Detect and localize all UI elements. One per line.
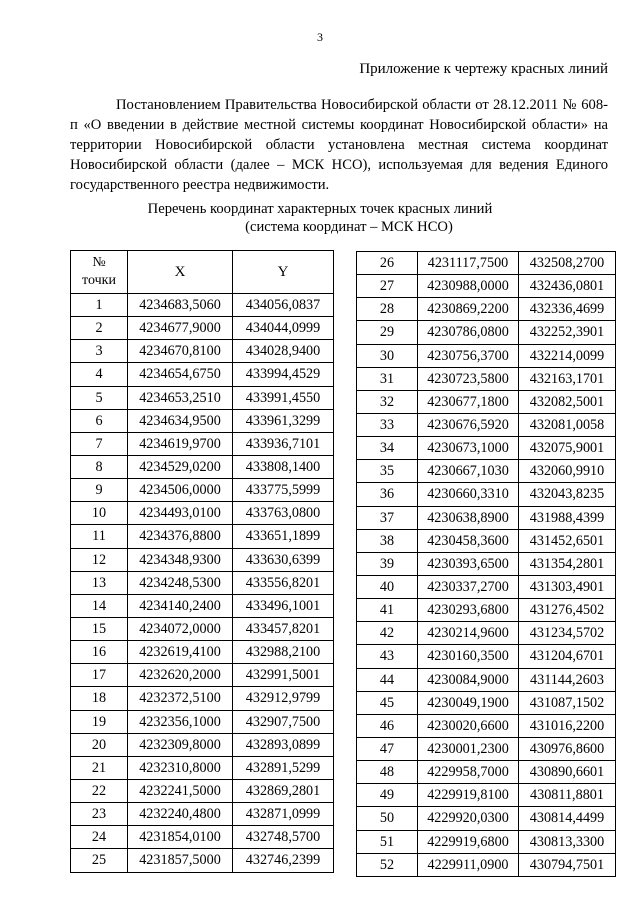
cell-point-number: 11 [71, 525, 128, 548]
cell-x: 4230337,2700 [418, 575, 519, 598]
cell-y: 430811,8801 [519, 784, 616, 807]
cell-y: 434044,0999 [233, 317, 334, 340]
cell-point-number: 16 [71, 641, 128, 664]
cell-x: 4230049,1900 [418, 691, 519, 714]
cell-y: 434056,0837 [233, 294, 334, 317]
cell-y: 432043,8235 [519, 483, 616, 506]
cell-x: 4230001,2300 [418, 737, 519, 760]
cell-point-number: 5 [71, 386, 128, 409]
table-row [71, 826, 334, 849]
cell-y: 431452,6501 [519, 529, 616, 552]
table-row [357, 506, 616, 529]
table-row [357, 622, 616, 645]
cell-point-number: 38 [357, 529, 418, 552]
cell-x: 4229919,6800 [418, 830, 519, 853]
cell-x: 4232372,5100 [128, 687, 233, 710]
table-row [357, 691, 616, 714]
cell-y: 431204,6701 [519, 645, 616, 668]
cell-point-number: 20 [71, 733, 128, 756]
table-row [71, 479, 334, 502]
cell-y: 431988,4399 [519, 506, 616, 529]
table-row [71, 548, 334, 571]
cell-point-number: 22 [71, 779, 128, 802]
page-number: 3 [317, 30, 323, 44]
table-row [71, 687, 334, 710]
cell-point-number: 26 [357, 252, 418, 275]
cell-x: 4231857,5000 [128, 849, 233, 872]
header-x: X [128, 251, 233, 294]
table-row [357, 853, 616, 876]
cell-y: 430794,7501 [519, 853, 616, 876]
cell-y: 432060,9910 [519, 460, 616, 483]
table-row [357, 761, 616, 784]
cell-x: 4234683,5060 [128, 294, 233, 317]
cell-x: 4230677,1800 [418, 390, 519, 413]
cell-point-number: 9 [71, 479, 128, 502]
cell-y: 432075,9001 [519, 437, 616, 460]
cell-point-number: 2 [71, 317, 128, 340]
table-row [357, 714, 616, 737]
cell-y: 432163,1701 [519, 367, 616, 390]
cell-point-number: 18 [71, 687, 128, 710]
cell-point-number: 32 [357, 390, 418, 413]
cell-y: 431016,2200 [519, 714, 616, 737]
cell-y: 433808,1400 [233, 455, 334, 478]
cell-x: 4230786,0800 [418, 321, 519, 344]
cell-y: 431354,2801 [519, 552, 616, 575]
intro-paragraph: Постановлением Правительства Новосибирской области от 28.12.2011 № 608-п «О введении в действие местной системы координат Новосибирской области» на территории Новосибирской области установлена местная система координат Новосибирской области (далее – МСК НСО), используемая для ведения Единого государственного реестра недвижимости. [70, 97, 608, 193]
cell-y: 432508,2700 [519, 252, 616, 275]
cell-x: 4230293,6800 [418, 599, 519, 622]
cell-y: 433961,3299 [233, 409, 334, 432]
cell-y: 433775,5999 [233, 479, 334, 502]
cell-x: 4232620,2000 [128, 664, 233, 687]
cell-x: 4230988,0000 [418, 275, 519, 298]
cell-y: 432214,0099 [519, 344, 616, 367]
table-row [71, 525, 334, 548]
cell-point-number: 14 [71, 594, 128, 617]
table-row [71, 340, 334, 363]
table-row [357, 413, 616, 436]
cell-y: 430814,4499 [519, 807, 616, 830]
table-header-row [71, 251, 334, 294]
cell-point-number: 21 [71, 756, 128, 779]
cell-x: 4234493,0100 [128, 502, 233, 525]
cell-x: 4234348,9300 [128, 548, 233, 571]
cell-y: 432082,5001 [519, 390, 616, 413]
table-row [71, 641, 334, 664]
cell-point-number: 3 [71, 340, 128, 363]
cell-point-number: 10 [71, 502, 128, 525]
table-row [357, 298, 616, 321]
cell-point-number: 29 [357, 321, 418, 344]
table-row [357, 575, 616, 598]
cell-y: 432869,2801 [233, 779, 334, 802]
table-row [357, 807, 616, 830]
cell-y: 434028,9400 [233, 340, 334, 363]
table-row [357, 252, 616, 275]
header-point-word: точки [82, 273, 116, 288]
table-row [71, 317, 334, 340]
cell-x: 4230673,1000 [418, 437, 519, 460]
table-row [71, 386, 334, 409]
cell-point-number: 1 [71, 294, 128, 317]
cell-y: 432336,4699 [519, 298, 616, 321]
cell-x: 4234670,8100 [128, 340, 233, 363]
table-row [71, 502, 334, 525]
table-row [71, 710, 334, 733]
table-row [357, 668, 616, 691]
cell-point-number: 15 [71, 617, 128, 640]
cell-y: 433556,8201 [233, 571, 334, 594]
table-row [357, 645, 616, 668]
table-row [357, 437, 616, 460]
cell-point-number: 40 [357, 575, 418, 598]
cell-x: 4232619,4100 [128, 641, 233, 664]
cell-point-number: 45 [357, 691, 418, 714]
cell-point-number: 51 [357, 830, 418, 853]
table-row [71, 294, 334, 317]
cell-point-number: 19 [71, 710, 128, 733]
cell-point-number: 43 [357, 645, 418, 668]
cell-point-number: 27 [357, 275, 418, 298]
cell-x: 4234619,9700 [128, 432, 233, 455]
cell-point-number: 36 [357, 483, 418, 506]
cell-x: 4232310,8000 [128, 756, 233, 779]
cell-y: 433630,6399 [233, 548, 334, 571]
cell-x: 4230723,5800 [418, 367, 519, 390]
cell-y: 432252,3901 [519, 321, 616, 344]
table-row [357, 483, 616, 506]
cell-x: 4230676,5920 [418, 413, 519, 436]
cell-point-number: 39 [357, 552, 418, 575]
table-row [71, 664, 334, 687]
table-row [71, 733, 334, 756]
cell-x: 4232356,1000 [128, 710, 233, 733]
cell-y: 432991,5001 [233, 664, 334, 687]
cell-point-number: 12 [71, 548, 128, 571]
cell-x: 4230756,3700 [418, 344, 519, 367]
cell-y: 431303,4901 [519, 575, 616, 598]
cell-point-number: 13 [71, 571, 128, 594]
cell-x: 4230869,2200 [418, 298, 519, 321]
cell-y: 433457,8201 [233, 617, 334, 640]
table-row [71, 617, 334, 640]
cell-x: 4231854,0100 [128, 826, 233, 849]
cell-x: 4234677,9000 [128, 317, 233, 340]
cell-point-number: 41 [357, 599, 418, 622]
cell-y: 432746,2399 [233, 849, 334, 872]
cell-x: 4230160,3500 [418, 645, 519, 668]
cell-y: 432748,5700 [233, 826, 334, 849]
caption-line-1: Перечень координат характерных точек красных линий [147, 201, 493, 217]
cell-point-number: 35 [357, 460, 418, 483]
table-row [357, 275, 616, 298]
table-row [357, 552, 616, 575]
header-no-symbol: № [92, 255, 106, 270]
cell-x: 4230020,6600 [418, 714, 519, 737]
table-row [357, 321, 616, 344]
cell-y: 430890,6601 [519, 761, 616, 784]
cell-x: 4231117,7500 [418, 252, 519, 275]
table-row [71, 594, 334, 617]
table-row [357, 390, 616, 413]
cell-y: 432988,2100 [233, 641, 334, 664]
table-row [357, 784, 616, 807]
table-row [71, 803, 334, 826]
cell-x: 4229958,7000 [418, 761, 519, 784]
cell-point-number: 48 [357, 761, 418, 784]
cell-y: 432871,0999 [233, 803, 334, 826]
table-row [357, 344, 616, 367]
cell-point-number: 34 [357, 437, 418, 460]
table-row [71, 363, 334, 386]
cell-x: 4234376,8800 [128, 525, 233, 548]
cell-x: 4230458,3600 [418, 529, 519, 552]
cell-y: 433991,4550 [233, 386, 334, 409]
cell-y: 433936,7101 [233, 432, 334, 455]
cell-y: 432891,5299 [233, 756, 334, 779]
cell-y: 431144,2603 [519, 668, 616, 691]
cell-y: 433496,1001 [233, 594, 334, 617]
cell-x: 4232241,5000 [128, 779, 233, 802]
table-row [71, 779, 334, 802]
cell-point-number: 42 [357, 622, 418, 645]
cell-x: 4234653,2510 [128, 386, 233, 409]
table-row [71, 409, 334, 432]
cell-x: 4229919,8100 [418, 784, 519, 807]
cell-point-number: 25 [71, 849, 128, 872]
cell-x: 4230660,3310 [418, 483, 519, 506]
cell-point-number: 44 [357, 668, 418, 691]
cell-x: 4234072,0000 [128, 617, 233, 640]
cell-point-number: 28 [357, 298, 418, 321]
cell-y: 432436,0801 [519, 275, 616, 298]
table-row [357, 737, 616, 760]
coordinates-table-right [356, 251, 616, 877]
cell-point-number: 23 [71, 803, 128, 826]
cell-point-number: 49 [357, 784, 418, 807]
cell-y: 433651,1899 [233, 525, 334, 548]
cell-x: 4232309,8000 [128, 733, 233, 756]
cell-y: 431276,4502 [519, 599, 616, 622]
table-row [71, 756, 334, 779]
cell-point-number: 33 [357, 413, 418, 436]
cell-point-number: 47 [357, 737, 418, 760]
cell-x: 4229920,0300 [418, 807, 519, 830]
table-row [357, 367, 616, 390]
cell-y: 432907,7500 [233, 710, 334, 733]
cell-x: 4234654,6750 [128, 363, 233, 386]
cell-x: 4230084,9000 [418, 668, 519, 691]
header-point-number [71, 251, 128, 294]
cell-y: 432081,0058 [519, 413, 616, 436]
table-row [71, 455, 334, 478]
cell-y: 430813,3300 [519, 830, 616, 853]
cell-x: 4229911,0900 [418, 853, 519, 876]
coordinates-table-left [70, 250, 334, 873]
cell-y: 433763,0800 [233, 502, 334, 525]
cell-point-number: 30 [357, 344, 418, 367]
caption-line-2: (система координат – МСК НСО) [245, 219, 453, 235]
cell-y: 432912,9799 [233, 687, 334, 710]
cell-x: 4234248,5300 [128, 571, 233, 594]
cell-x: 4234506,0000 [128, 479, 233, 502]
cell-x: 4234140,2400 [128, 594, 233, 617]
cell-y: 431234,5702 [519, 622, 616, 645]
cell-y: 431087,1502 [519, 691, 616, 714]
cell-x: 4230393,6500 [418, 552, 519, 575]
table-row [357, 460, 616, 483]
cell-point-number: 8 [71, 455, 128, 478]
header-y: Y [233, 251, 334, 294]
table-row [357, 529, 616, 552]
appendix-heading: Приложение к чертежу красных линий [359, 61, 608, 77]
cell-point-number: 37 [357, 506, 418, 529]
cell-x: 4230638,8900 [418, 506, 519, 529]
cell-x: 4232240,4800 [128, 803, 233, 826]
cell-point-number: 46 [357, 714, 418, 737]
cell-x: 4234529,0200 [128, 455, 233, 478]
cell-x: 4230214,9600 [418, 622, 519, 645]
table-caption [0, 200, 640, 236]
table-row [71, 432, 334, 455]
cell-point-number: 24 [71, 826, 128, 849]
cell-y: 432893,0899 [233, 733, 334, 756]
table-row [71, 849, 334, 872]
cell-point-number: 50 [357, 807, 418, 830]
table-row [357, 599, 616, 622]
table-row [357, 830, 616, 853]
cell-point-number: 17 [71, 664, 128, 687]
cell-point-number: 6 [71, 409, 128, 432]
cell-x: 4230667,1030 [418, 460, 519, 483]
cell-point-number: 7 [71, 432, 128, 455]
cell-point-number: 52 [357, 853, 418, 876]
table-row [71, 571, 334, 594]
cell-y: 433994,4529 [233, 363, 334, 386]
cell-x: 4234634,9500 [128, 409, 233, 432]
cell-point-number: 31 [357, 367, 418, 390]
cell-y: 430976,8600 [519, 737, 616, 760]
cell-point-number: 4 [71, 363, 128, 386]
